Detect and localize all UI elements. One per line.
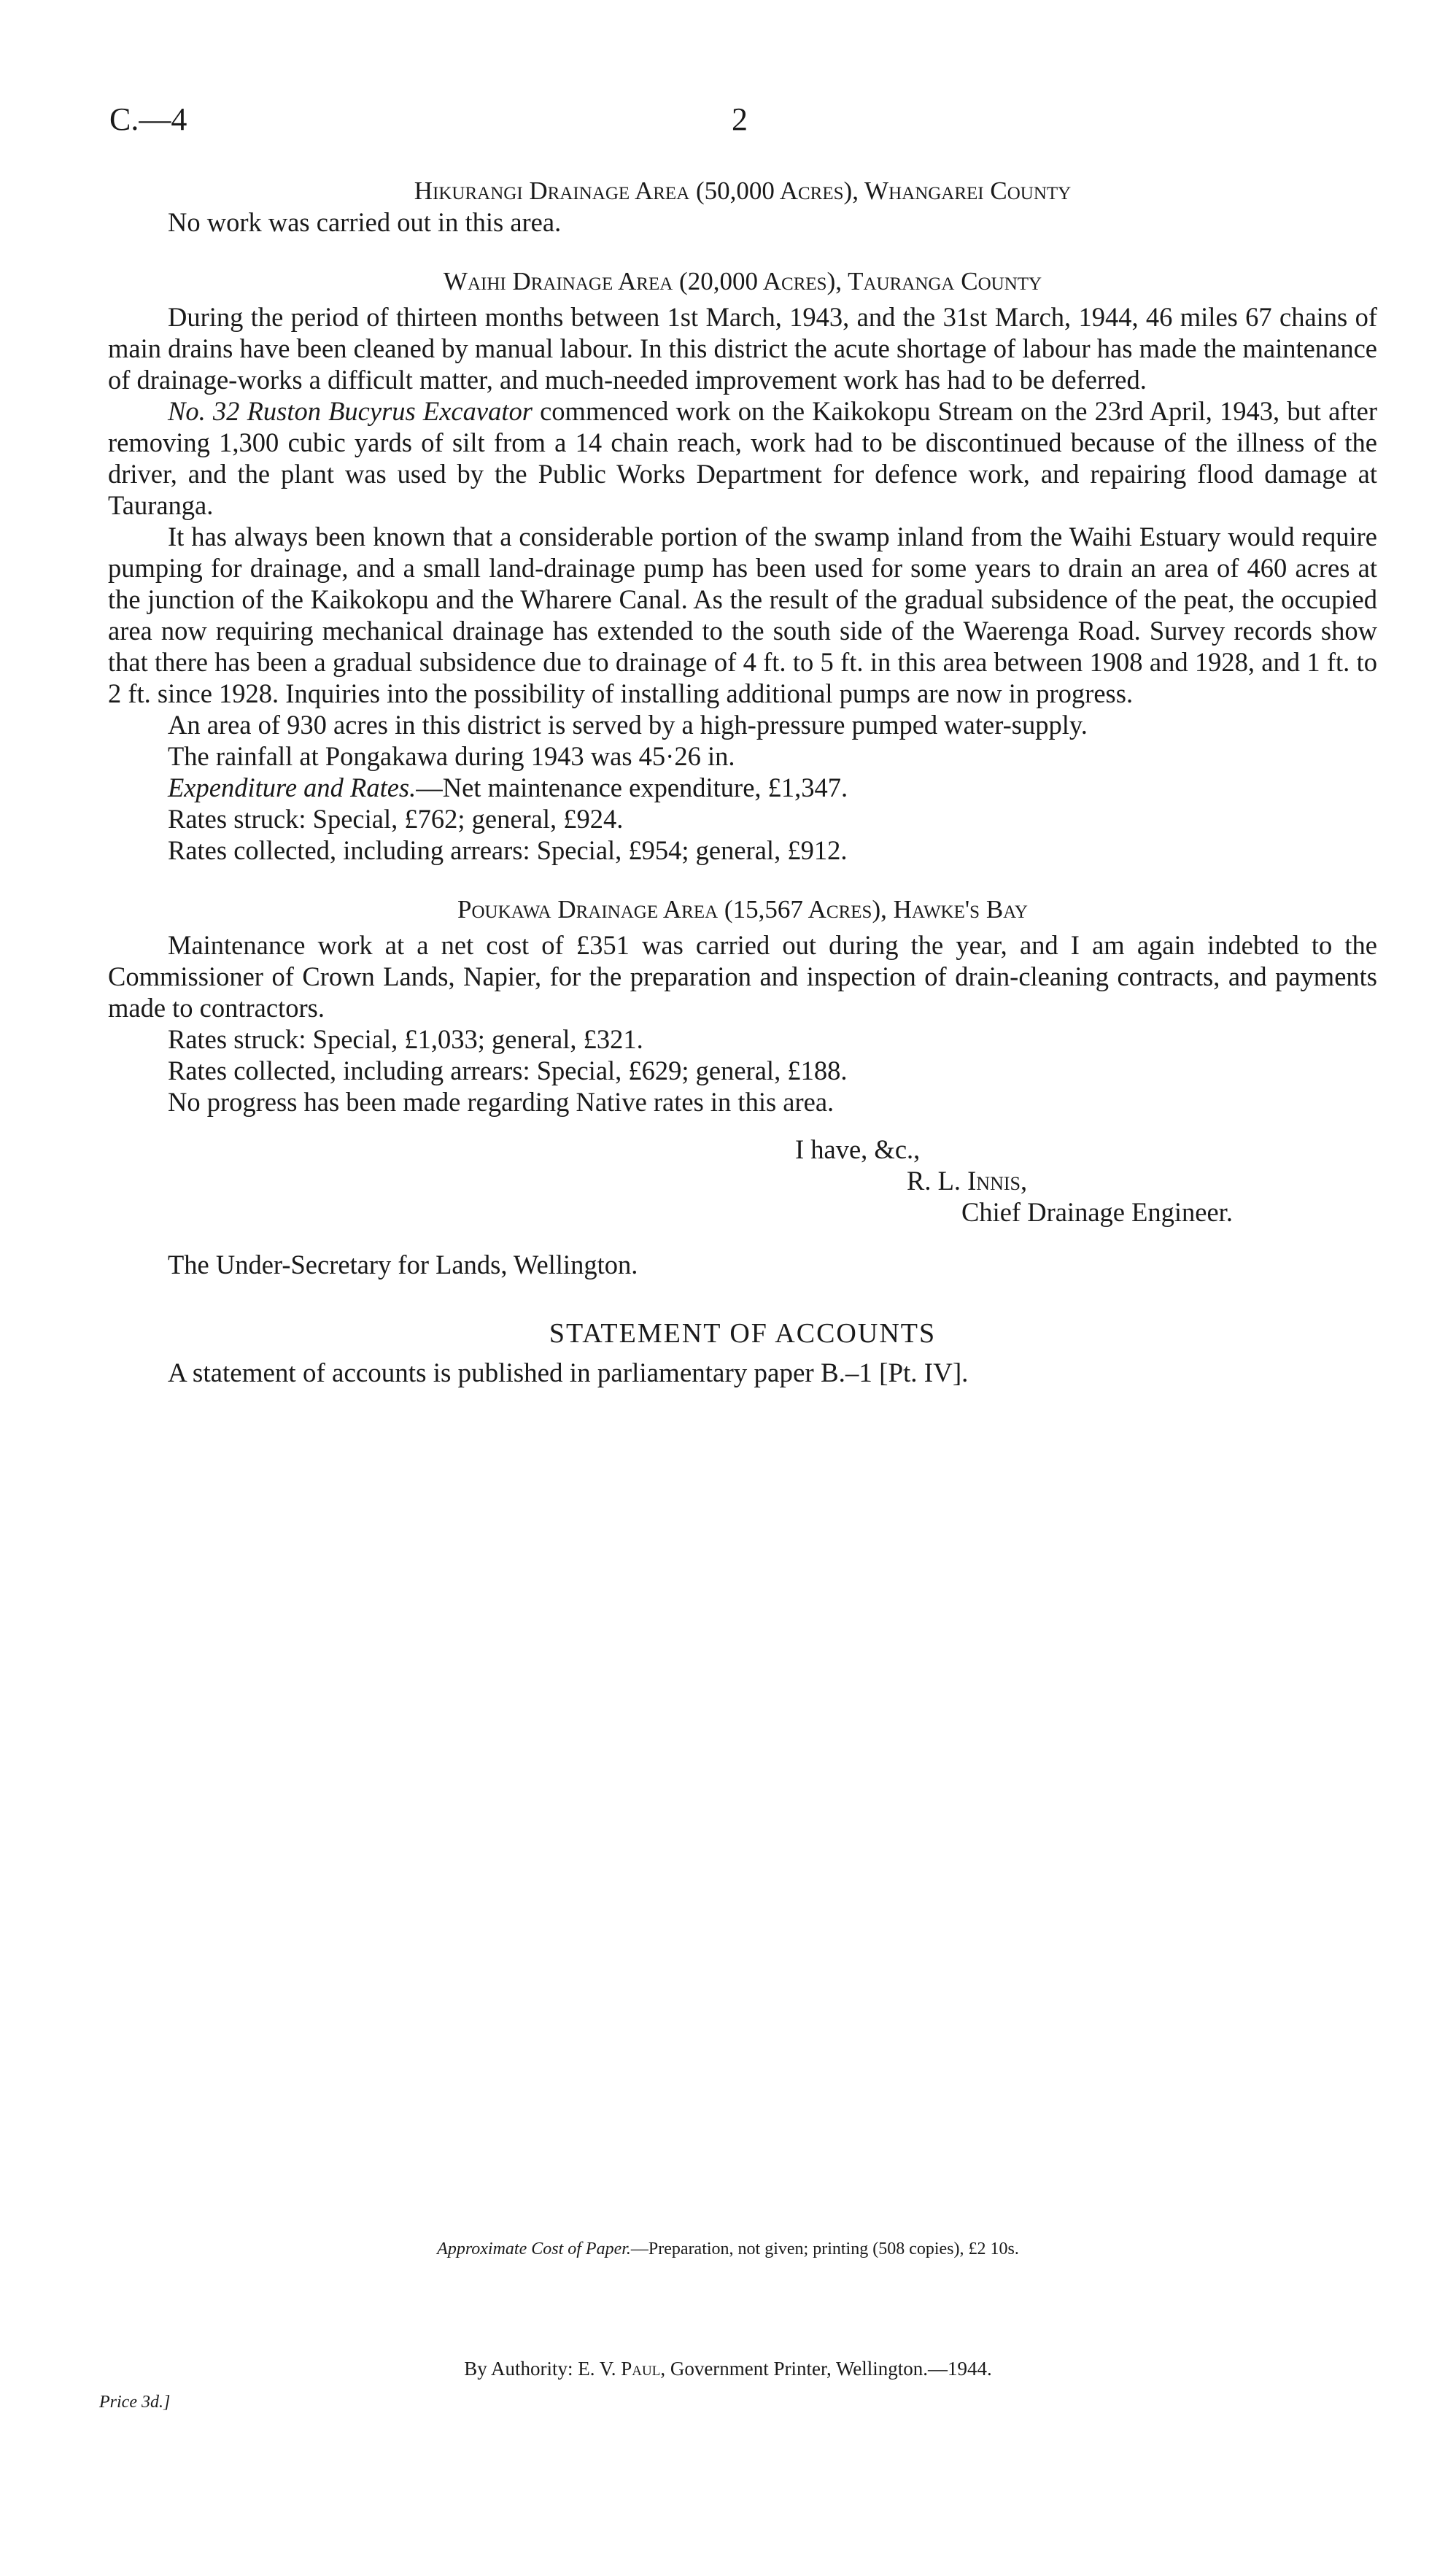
waihi-heading: Waihi Drainage Area (20,000 Acres), Tauranga County <box>443 267 1042 295</box>
signoff-title: Chief Drainage Engineer. <box>961 1197 1233 1227</box>
poukawa-paragraph-1: Maintenance work at a net cost of £351 was carried out during the year, and I am again indebted to the Commissioner of Crown Lands, Napier, for the preparation and inspection of drain-cleaning contracts, and payments made to contractors. <box>108 930 1377 1023</box>
waihi-paragraph-1: During the period of thirteen months between 1st March, 1943, and the 31st March, 1944, 46 miles 67 chains of main drains have been cleaned by manual labour. In this district the acute shortage of labour has made the maintenance of drainage-works a difficult matter, and much-needed improvement work has had to be deferred. <box>108 302 1377 395</box>
poukawa-native-rates: No progress has been made regarding Native rates in this area. <box>168 1087 835 1117</box>
page-number: 2 <box>732 101 748 137</box>
cost-of-paper-note <box>0 2239 1456 2259</box>
statement-heading: STATEMENT OF ACCOUNTS <box>549 1318 937 1349</box>
waihi-water-supply: An area of 930 acres in this district is served by a high-pressure pumped water-supply. <box>168 710 1088 740</box>
poukawa-heading: Poukawa Drainage Area (15,567 Acres), Hawke's Bay <box>457 895 1028 924</box>
authority-suffix: , Government Printer, Wellington.—1944. <box>660 2358 992 2380</box>
waihi-rainfall: The rainfall at Pongakawa during 1943 was 45·26 in. <box>168 741 735 771</box>
waihi-paragraph-3: It has always been known that a considerable portion of the swamp inland from the Waihi Estuary would require pumping for drainage, and a small land-drainage pump has been used for some years to drain an area of 460 acres at the junction of the Kaikokopu and the Wharere Canal. As the result of the gradual subsidence of the peat, the occupied area now requiring mechanical drainage has extended to the south side of the Waerenga Road. Survey records show that there has been a gradual subsidence due to drainage of 4 ft. to 5 ft. in this area between 1908 and 1928, and 1 ft. to 2 ft. since 1928. Inquiries into the possibility of installing additional pumps are now in progress. <box>108 522 1377 708</box>
cost-label: Approximate Cost of Paper. <box>437 2239 631 2258</box>
waihi-rates-collected: Rates collected, including arrears: Special, £954; general, £912. <box>168 835 848 865</box>
waihi-paragraph-2 <box>108 395 1377 521</box>
addressee: The Under-Secretary for Lands, Wellington. <box>168 1250 638 1280</box>
authority-prefix: By Authority: <box>464 2358 578 2380</box>
expenditure-value: —Net maintenance expenditure, £1,347. <box>416 773 848 802</box>
report-body <box>108 175 1377 1389</box>
hikurangi-heading: Hikurangi Drainage Area (50,000 Acres), Whangarei County <box>414 177 1072 205</box>
paper-reference: C.—4 <box>109 101 187 137</box>
signature-block <box>108 1134 1377 1243</box>
waihi-rates-struck: Rates struck: Special, £762; general, £924. <box>168 804 624 834</box>
signoff-name: R. L. Innis, <box>907 1166 1028 1196</box>
authority-line <box>0 2358 1456 2380</box>
signoff-closing: I have, &c., <box>795 1134 921 1164</box>
statement-text: A statement of accounts is published in parliamentary paper B.–1 [Pt. IV]. <box>168 1358 969 1388</box>
price-note: Price 3d.] <box>99 2393 171 2412</box>
cost-text: —Preparation, not given; printing (508 copies), £2 10s. <box>630 2239 1019 2258</box>
expenditure-label: Expenditure and Rates. <box>168 773 417 802</box>
hikurangi-text: No work was carried out in this area. <box>168 207 562 237</box>
excavator-name: No. 32 Ruston Bucyrus Excavator <box>168 396 533 426</box>
waihi-expenditure <box>108 772 1377 803</box>
waihi-paragraph-2-text: commenced work on the Kaikokopu Stream on the 23rd April, 1943, but after removing 1,300 cubic yards of silt from a 14 chain reach, work had to be discontinued because of the illness of the driver, and the plant was used by the Public Works Department for defence work, and repairing flood damage at Tauranga. <box>108 396 1378 520</box>
poukawa-rates-struck: Rates struck: Special, £1,033; general, £321. <box>168 1024 643 1054</box>
printer-name: E. V. Paul <box>578 2358 661 2380</box>
poukawa-rates-collected: Rates collected, including arrears: Special, £629; general, £188. <box>168 1056 848 1085</box>
